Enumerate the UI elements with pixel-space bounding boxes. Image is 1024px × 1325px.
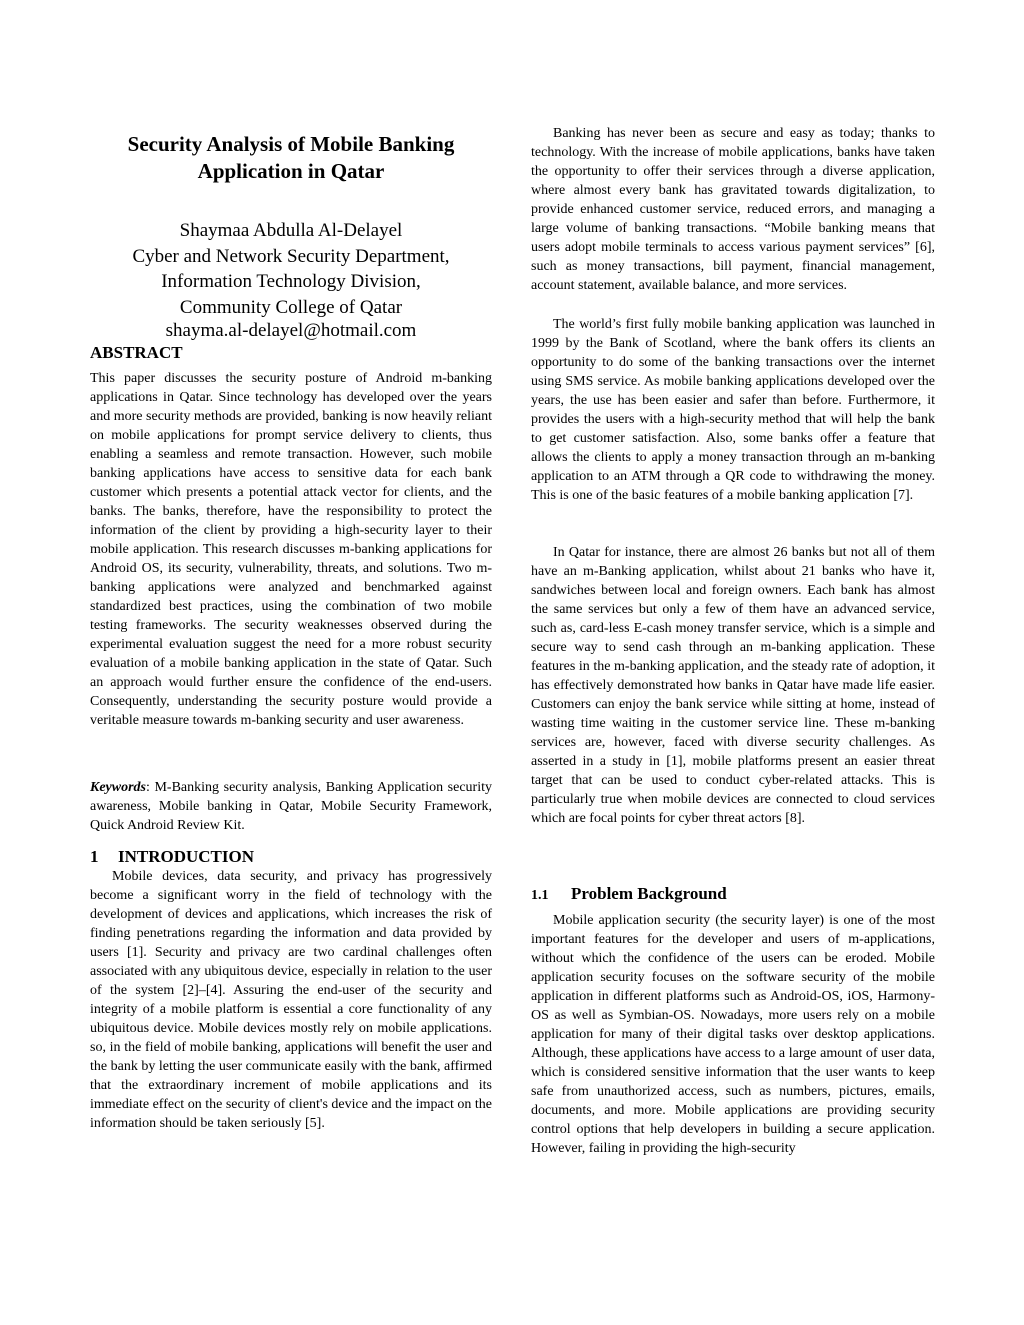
- author-division: Information Technology Division,: [161, 271, 421, 292]
- section-heading-introduction: [90, 847, 254, 867]
- subsection-heading-problem-background: [531, 884, 727, 904]
- problem-paragraph-1: Mobile application security (the security layer) is one of the most important features for the developer and users of m-applications, without which the confidence of the users can be eroded. Mobile application security focuses on the software security of the mobile application in different platforms such as Android-OS, iOS, Harmony-OS as well as Symbian-OS. Nowadays, more users rely on a mobile application for many of their digital tasks over desktop applications. Although, these applications have access to a large amount of user data, which is considered sensitive information that the user wants to keep safe from unauthorized access, such as numbers, pictures, emails, documents, and more. Mobile applications are providing security control options that help developers in building a secure application. However, failing in providing the high-security: [531, 913, 935, 1156]
- subsection-number: 1.1: [531, 888, 549, 903]
- section-number: 1: [90, 847, 99, 866]
- intro-paragraph-4: In Qatar for instance, there are almost 26 banks but not all of them have an m-Banking application, whilst about 21 banks who have it, sandwiches between local and foreign owners. Each bank has almost the same services but only a few of them have an advanced service, such as, card-less E-cash money transfer service, which is a simple and secure way to send cash through an m-banking application. These features in the m-banking application, and the steady rate of adoption, it has effectively demonstrated how banks in Qatar have made life easier. Customers can enjoy the bank service while sitting at home, instead of wasting time waiting in the customer service line. These m-banking services are, however, faced with diverse security challenges. As asserted in a study in [1], mobile platforms present an easier threat target that can be used to conduct cyber-related attacks. This is particularly true when mobile devices are connected to cloud services which are focal points for cyber threat actors [8].: [531, 545, 935, 826]
- subsection-title: Problem Background: [571, 884, 727, 903]
- intro-paragraph-1: Mobile devices, data security, and privacy has progressively become a significant worry in the field of technology with the development of devices and applications, which increases the risk of finding penetrations regarding the information and data provided by users [1]. Security and privacy are two cardinal challenges often associated with any ubiquitous device, especially in relation to the user of the system [2]–[4]. Assuring the end-user of the security and integrity of a mobile platform is essential a core functionality of any ubiquitous device. Mobile devices mostly rely on mobile applications. so, in the field of mobile banking, applications will benefit the user and the bank by letting the user communicate easily with the bank, affirmed that the extraordinary increment of mobile applications and its immediate effect on the security of client's device and the impact on the information should be taken seriously [5].: [90, 869, 492, 1131]
- paper-title: Security Analysis of Mobile Banking Application in Qatar: [127, 132, 455, 183]
- abstract-text: This paper discusses the security posture of Android m-banking applications in Qatar. Since technology has developed over the years and more security methods are provided, banking is now heavily reliant on mobile applications for prompt service delivery to clients, thus enabling a seamless and remote transaction. However, such mobile banking applications have access to sensitive data for each bank customer which presents a potential attack vector for clients, and the banks. The banks, therefore, have the responsibility to protect the information of the client by providing a high-security layer to their mobile application. This research discusses m-banking applications for Android OS, its security, vulnerability, threats, and solutions. Two m-banking applications were analyzed and benchmarked against standardized best practices, using the combination of two mobile testing frameworks. The security weaknesses observed during the experimental evaluation suggest the need for a more robust security evaluation of a mobile banking application in the state of Qatar. Such an approach would further ensure the confidence of the end-users. Consequently, understanding the security posture would provide a veritable measure towards m-banking security and user awareness.: [90, 371, 492, 728]
- keywords: [90, 778, 492, 835]
- author-name: Shaymaa Abdulla Al-Delayel: [179, 220, 403, 241]
- keywords-label: Keywords: [90, 780, 146, 795]
- abstract-heading: ABSTRACT: [90, 343, 183, 362]
- author-email: shayma.al-delayel@hotmail.com: [165, 320, 417, 341]
- author-department: Cyber and Network Security Department,: [132, 245, 450, 267]
- author-institution: Community College of Qatar: [179, 296, 403, 318]
- intro-paragraph-2: Banking has never been as secure and easy as today; thanks to technology. With the increase of mobile applications, banks have taken the opportunity to offer their services through a diverse application, where almost every bank has gravitated towards digitalization, to provide enhanced customer service, reduced errors, and managing a large volume of banking transactions. “Mobile banking means that users adopt mobile terminals to access various payment services” [6], such as money transactions, bill payment, financial management, account statement, available balance, and more services.: [531, 126, 935, 293]
- author-block: [90, 218, 492, 344]
- keywords-text: : M-Banking security analysis, Banking Application security awareness, Mobile banking in Qatar, Mobile Security Framework, Quick Android Review Kit.: [90, 780, 492, 833]
- section-title: INTRODUCTION: [118, 847, 255, 866]
- intro-paragraph-3: The world’s first fully mobile banking application was launched in 1999 by the Bank of Scotland, where the bank offers its clients an opportunity to do some of the banking transactions over the internet using SMS service. As mobile banking applications developed over the years, the use has been easier and safer than before. Furthermore, it provides the users with a high-security method that will help the bank to get customer satisfaction. Also, some banks offer a feature that allows the clients to apply a money transaction through an m-banking application to an ATM through a QR code to withdrawing the money. This is one of the basic features of a mobile banking application [7].: [531, 317, 935, 503]
